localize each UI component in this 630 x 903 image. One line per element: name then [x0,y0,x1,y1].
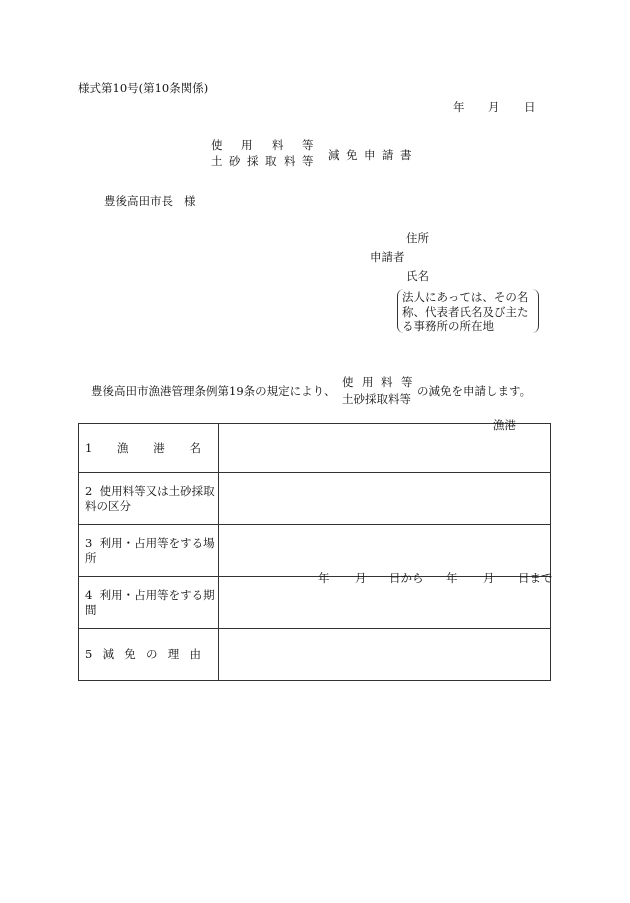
row-label-text: 利用・占用等をする期間 [85,587,215,617]
reduction-reason-field[interactable] [219,629,551,681]
title-char: 料 [272,138,284,152]
period-field[interactable] [219,571,553,629]
corporate-note: 法人にあっては、その名称、代表者氏名及び主たる事務所の所在地 [402,290,529,333]
row-label [79,424,219,473]
application-table [78,418,553,681]
row-label-text: 利用・占用等をする場所 [85,535,215,565]
label-char: の [146,647,158,661]
label-char: 港 [153,440,165,455]
stack-char: 用 [362,375,374,389]
fishing-port-suffix: 漁港 [493,418,516,432]
label-justified [85,647,201,662]
date-day-label: 日 [524,100,536,114]
stack-char: 料 [381,375,393,389]
applicant-label: 申請者 [370,250,405,264]
row-number: 3 [85,535,93,550]
row-label [79,629,219,681]
title-char: 採 [247,154,259,168]
stack-bottom: 土砂採取料等 [342,392,411,406]
period-start-year: 年 [318,571,330,585]
title-char: 請 [382,148,394,162]
period-start-day: 日から [389,571,424,585]
period-end-year: 年 [446,571,458,585]
stack-char: 使 [342,375,354,389]
table-row [79,629,551,681]
row-label [79,525,219,577]
row-label [79,577,219,629]
period-start-month: 月 [355,571,367,585]
table-row [79,577,551,629]
label-char: 名 [189,440,201,455]
body-suffix: の減免を申請します。 [417,384,532,398]
period-end-month: 月 [483,571,495,585]
label-char: 減 [102,647,115,661]
label-char: 漁 [117,440,129,455]
title-char: 免 [346,148,358,162]
title-char: 等 [302,138,314,152]
date-month-label: 月 [488,100,500,114]
title-char: 土 [211,154,223,168]
body-prefix: 豊後高田市漁港管理条例第19条の規定により、 [91,384,336,398]
title-char: 用 [241,138,253,152]
addressee-name: 豊後高田市長 [104,194,173,208]
title-char: 料 [284,154,296,168]
row-number: 1 [85,440,93,455]
form-number: 様式第10号(第10条関係) [78,81,209,95]
address-label: 住所 [406,231,429,245]
label-char: 理 [167,647,180,661]
row-label-text: 使用料等又は土砂採取料の区分 [85,483,215,513]
stack-char: 等 [401,375,413,389]
title-char: 減 [328,148,340,162]
title-char: 使 [211,138,223,152]
fee-category-field[interactable] [219,473,551,525]
title-char: 取 [265,154,277,168]
table-row [79,525,551,577]
title-char: 書 [400,148,412,162]
row-number: 5 [85,647,93,661]
title-char: 申 [364,148,376,162]
location-field[interactable] [219,525,551,577]
period-end-day: 日まで [518,571,553,585]
row-number: 4 [85,587,93,602]
title-char: 砂 [229,154,241,168]
row-label [79,473,219,525]
label-char: 由 [189,647,201,661]
addressee-honorific: 様 [184,194,196,208]
label-char: 免 [124,647,136,661]
table-row [79,424,551,473]
date-year-label: 年 [453,100,465,114]
row-number: 2 [85,483,93,498]
table-row [79,473,551,525]
label-justified [85,441,201,456]
name-label: 氏名 [406,269,429,283]
title-char: 等 [302,154,314,168]
fishing-port-field[interactable] [219,418,551,473]
